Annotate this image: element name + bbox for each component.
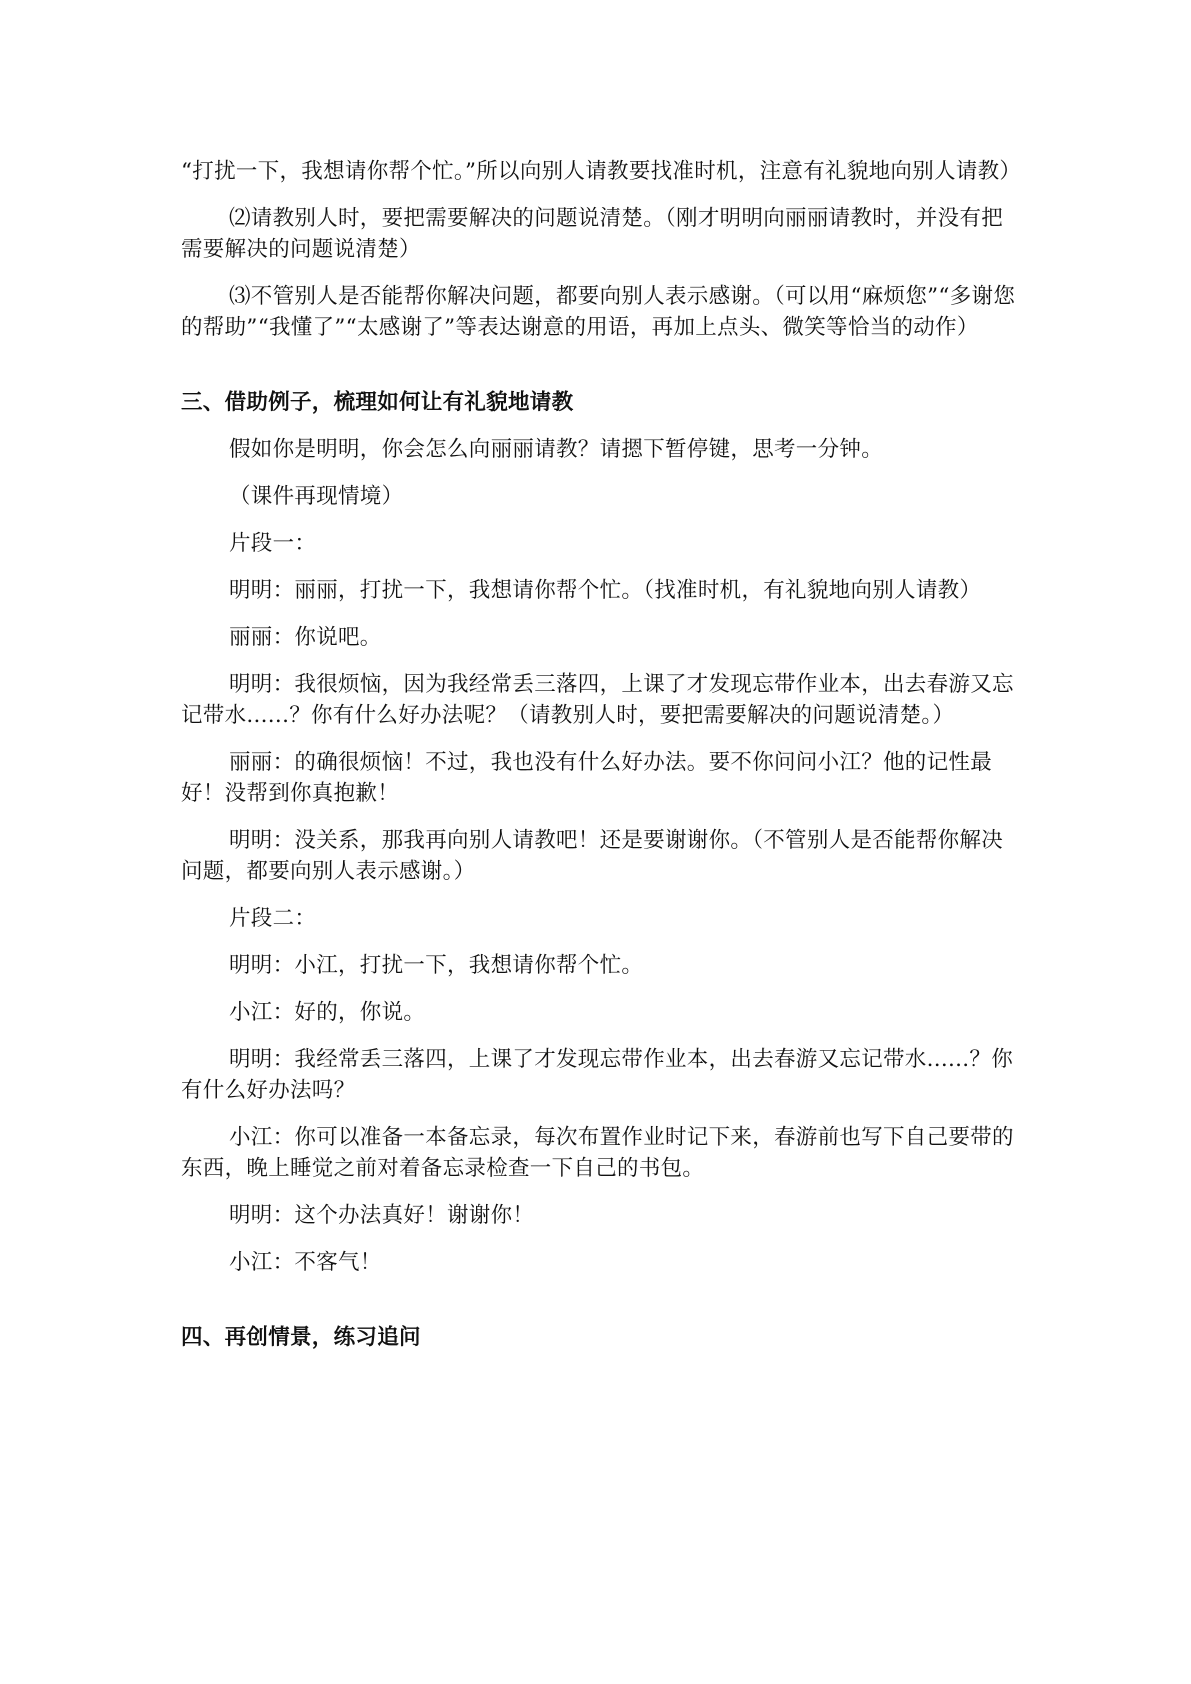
paragraph-point-2: ⑵请教别人时，要把需要解决的问题说清楚。（刚才明明向丽丽请教时，并没有把需要解决的问题说清楚） bbox=[181, 206, 1004, 262]
document-body bbox=[181, 156, 1021, 1369]
section-heading-3: 三、借助例子，梳理如何让有礼貌地请教 bbox=[181, 390, 574, 415]
paragraph-prompt: 假如你是明明，你会怎么向丽丽请教？请摁下暂停键，思考一分钟。 bbox=[229, 437, 884, 462]
dialogue-line: 明明：我很烦恼，因为我经常丢三落四，上课了才发现忘带作业本，出去春游又忘记带水......？你有什么好办法呢？（请教别人时，要把需要解决的问题说清楚。） bbox=[181, 672, 1014, 728]
dialogue-line: 明明：这个办法真好！谢谢你！ bbox=[229, 1203, 535, 1228]
paragraph-segment-2-label: 片段二： bbox=[229, 906, 317, 931]
section-heading-4: 四、再创情景，练习追问 bbox=[181, 1325, 421, 1350]
paragraph-point-3: ⑶不管别人是否能帮你解决问题，都要向别人表示感谢。（可以用“麻烦您”“多谢您的帮助”“我懂了”“太感谢了”等表达谢意的用语，再加上点头、微笑等恰当的动作） bbox=[181, 284, 1016, 340]
dialogue-line: 丽丽：你说吧。 bbox=[229, 625, 382, 650]
paragraph-courseware-note: （课件再现情境） bbox=[229, 484, 404, 509]
dialogue-line: 小江：好的，你说。 bbox=[229, 1000, 426, 1025]
dialogue-line: 明明：没关系，那我再向别人请教吧！还是要谢谢你。（不管别人是否能帮你解决问题，都要向别人表示感谢。） bbox=[181, 828, 1004, 884]
paragraph-segment-1-label: 片段一： bbox=[229, 531, 317, 556]
dialogue-line: 丽丽：的确很烦恼！不过，我也没有什么好办法。要不你问问小江？他的记性最好！没帮到你真抱歉！ bbox=[181, 750, 993, 806]
dialogue-line: 明明：丽丽，打扰一下，我想请你帮个忙。（找准时机，有礼貌地向别人请教） bbox=[229, 578, 982, 603]
paragraph-courtesy-conclusion: “打扰一下，我想请你帮个忙。”所以向别人请教要找准时机，注意有礼貌地向别人请教） bbox=[181, 159, 1022, 184]
dialogue-line: 明明：小江，打扰一下，我想请你帮个忙。 bbox=[229, 953, 644, 978]
dialogue-line: 小江：不客气！ bbox=[229, 1250, 382, 1275]
dialogue-line: 小江：你可以准备一本备忘录，每次布置作业时记下来，春游前也写下自己要带的东西，晚上睡觉之前对着备忘录检查一下自己的书包。 bbox=[181, 1125, 1014, 1181]
dialogue-line: 明明：我经常丢三落四，上课了才发现忘带作业本，出去春游又忘记带水......？你有什么好办法吗？ bbox=[181, 1047, 1014, 1103]
